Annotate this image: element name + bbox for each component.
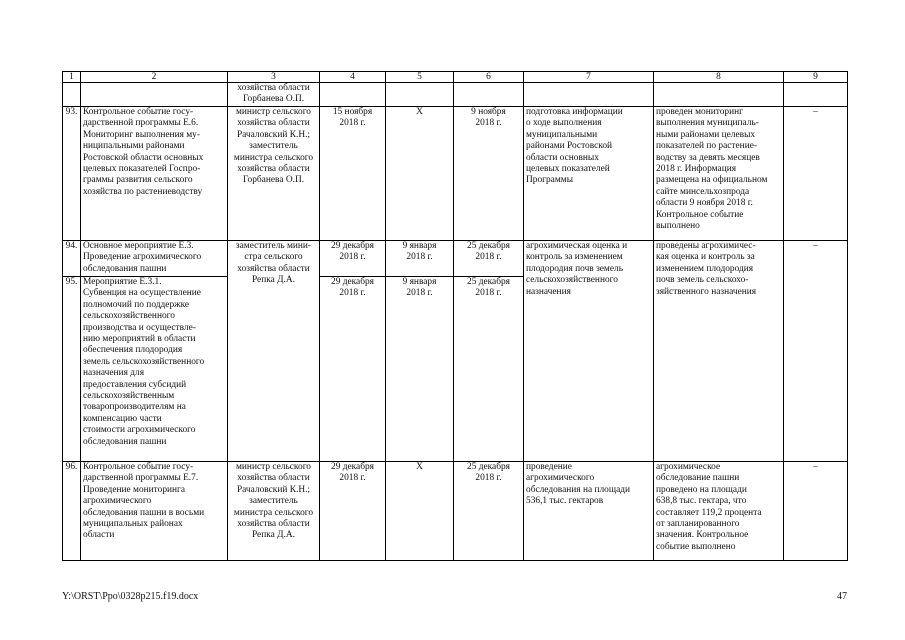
table-row-93 <box>63 107 848 241</box>
col-header-6: 6 <box>454 72 524 83</box>
col-header-4: 4 <box>320 72 386 83</box>
planned-date-cell: 29 декабря 2018 г. <box>320 277 386 462</box>
page-number: 47 <box>837 591 847 602</box>
event-name-cell: Контрольное событие госу- дарственной программы Е.7. Проведение мониторинга агрохимического обследования пашни в восьми муниципальных районах области <box>81 462 228 561</box>
end-date-cell: 9 ноября 2018 г. <box>454 107 524 241</box>
col-header-8: 8 <box>654 72 784 83</box>
end-date-cell: 25 декабря 2018 г. <box>454 277 524 462</box>
planned-date-cell: 29 декабря 2018 г. <box>320 241 386 277</box>
start-date-cell: Х <box>386 462 454 561</box>
responsible-cell: министр сельского хозяйства области Рачаловский К.Н.; заместитель министра сельского хозяйства области Горбанева О.П. <box>228 107 320 241</box>
footer-file-path: Y:\ORST\Ppo\0328p215.f19.docx <box>62 591 199 602</box>
responsible-cell: хозяйства области Горбанева О.П. <box>228 83 320 107</box>
table-header-row <box>63 72 848 83</box>
row-number: 93. <box>63 107 81 241</box>
row-number: 96. <box>63 462 81 561</box>
start-date-cell: Х <box>386 107 454 241</box>
event-name-cell: Мероприятие Е.3.1. Субвенция на осуществление полномочий по поддержке сельскохозяйственного производства и осуществле- нию мероприятий в области обеспечения плодородия земель сельскохозяйственного назначения для предоставления субсидий сельскохозяйственным товаропроизводителям на компенсацию части стоимости агрохимического обследования пашни <box>81 277 228 462</box>
note-cell: – <box>784 241 848 462</box>
end-date-cell: 25 декабря 2018 г. <box>454 462 524 561</box>
responsible-cell: заместитель мини- стра сельского хозяйства области Репка Д.А. <box>228 241 320 462</box>
document-table <box>62 71 848 561</box>
table-row-96 <box>63 462 848 561</box>
planned-result-cell: подготовка информации о ходе выполнения муниципальными районами Ростовской области основных целевых показателей Программы <box>524 107 654 241</box>
table-row-continuation <box>63 83 848 107</box>
start-date-cell: 9 января 2018 г. <box>386 241 454 277</box>
event-name-cell: Основное мероприятие Е.3. Проведение агрохимического обследования пашни <box>81 241 228 277</box>
actual-result-cell: проведены агрохимичес- кая оценка и контроль за изменением плодородия почв земель сельскохо- зяйственного назначения <box>654 241 784 462</box>
col-header-5: 5 <box>386 72 454 83</box>
end-date-cell: 25 декабря 2018 г. <box>454 241 524 277</box>
event-name-cell: Контрольное событие госу- дарственной программы Е.6. Мониторинг выполнения му- ниципальными районами Ростовской области основных целевых показателей Госпро- граммы развития сельского хозяйства по растениеводству <box>81 107 228 241</box>
planned-date-cell: 29 декабря 2018 г. <box>320 462 386 561</box>
col-header-2: 2 <box>81 72 228 83</box>
actual-result-cell: агрохимическое обследование пашни проведено на площади 638,8 тыс. гектара, что составляет 119,2 процента от запланированного значения. Контрольное событие выполнено <box>654 462 784 561</box>
responsible-cell: министр сельского хозяйства области Рачаловский К.Н.; заместитель министра сельского хозяйства области Репка Д.А. <box>228 462 320 561</box>
actual-result-cell: проведен мониторинг выполнения муниципаль- ными районами целевых показателей по растение- водству за девять месяцев 2018 г. Информация размещена на официальном сайте минсельхозпрода области 9 ноября 2018 г. Контрольное событие выполнено <box>654 107 784 241</box>
col-header-1: 1 <box>63 72 81 83</box>
col-header-3: 3 <box>228 72 320 83</box>
start-date-cell: 9 января 2018 г. <box>386 277 454 462</box>
note-cell: – <box>784 107 848 241</box>
row-number: 95. <box>63 277 81 462</box>
col-header-9: 9 <box>784 72 848 83</box>
planned-result-cell: агрохимическая оценка и контроль за изменением плодородия почв земель сельскохозяйственного назначения <box>524 241 654 462</box>
row-number: 94. <box>63 241 81 277</box>
planned-date-cell: 15 ноября 2018 г. <box>320 107 386 241</box>
table-row-94 <box>63 241 848 277</box>
col-header-7: 7 <box>524 72 654 83</box>
note-cell: – <box>784 462 848 561</box>
planned-result-cell: проведение агрохимического обследования на площади 536,1 тыс. гектаров <box>524 462 654 561</box>
